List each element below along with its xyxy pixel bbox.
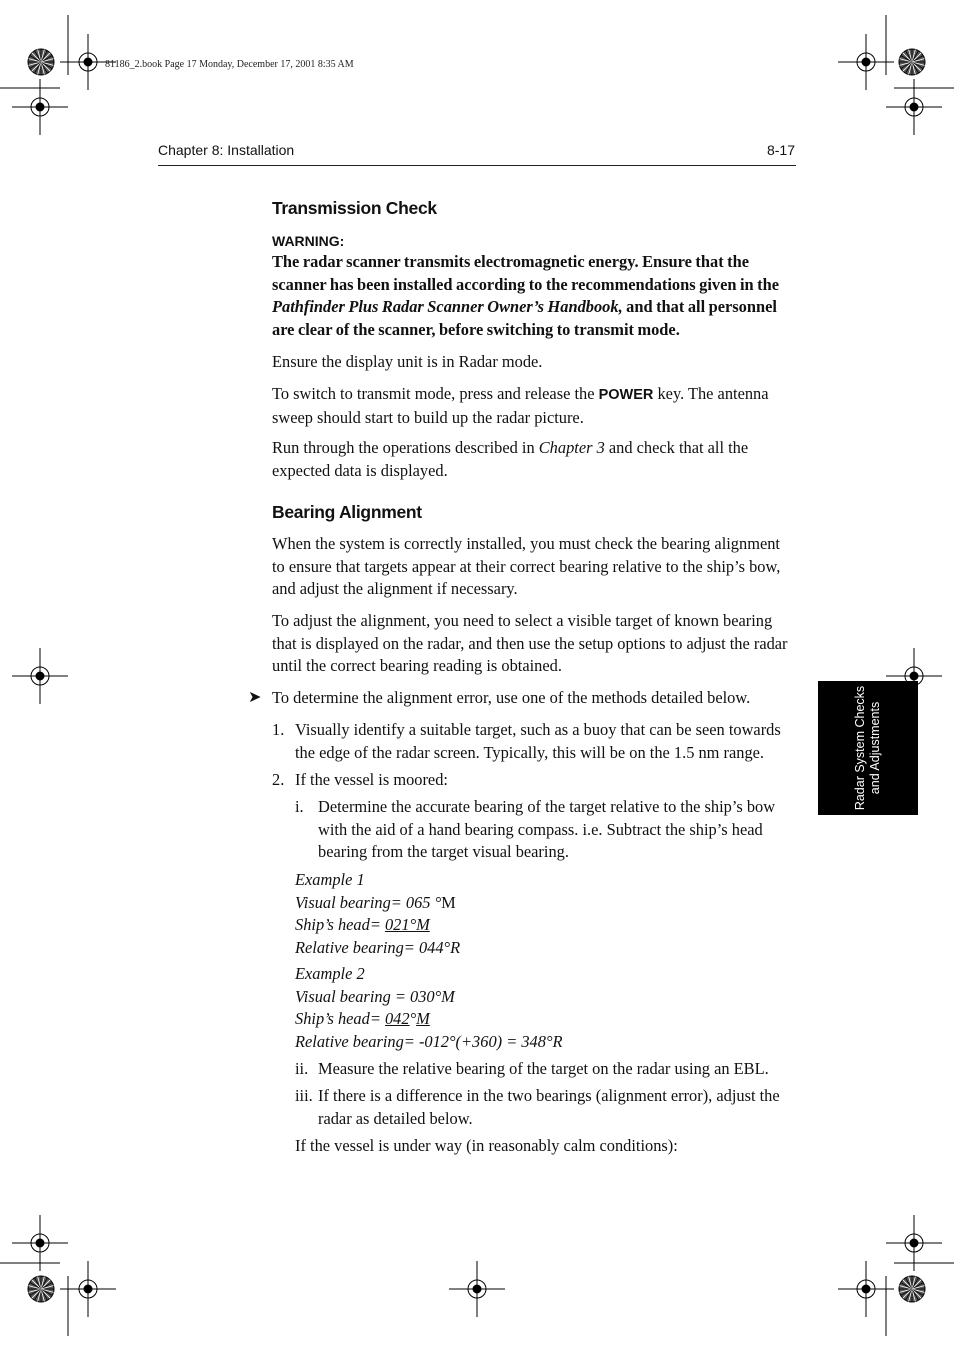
- running-header-chapter: Chapter 8: Installation: [158, 142, 295, 158]
- example-2: [295, 963, 775, 1053]
- procedure-arrow-icon: ➤: [248, 689, 262, 706]
- header-rule: [158, 165, 796, 166]
- procedure-intro: To determine the alignment error, use one of the methods detailed below.: [272, 688, 751, 707]
- sublist-item-ii: Measure the relative bearing of the target on the radar using an EBL.: [318, 1059, 769, 1078]
- paragraph-operations: Run through the operations described in Chapter 3 and check that all the expected data is displayed.: [272, 438, 749, 480]
- paragraph-adjust: To adjust the alignment, you need to select a visible target of known bearing that is displayed on the radar, and then use the setup options to adjust the radar until the correct bearing reading is obtained.: [272, 611, 788, 675]
- sublist-item-i: Determine the accurate bearing of the target relative to the ship’s bow with the aid of a hand bearing compass. i.e. Subtract the ship’s head bearing from the target visual bearing.: [318, 797, 776, 861]
- section-title-transmission: Transmission Check: [272, 198, 437, 218]
- example-2-visual-bearing: Visual bearing = 030°M: [295, 986, 455, 1006]
- warning-label: WARNING:: [272, 233, 345, 249]
- paragraph-bearing-intro: When the system is correctly installed, you must check the bearing alignment to ensure that targets appear at their correct bearing relative to the ship’s bow, and adjust the alignment if necessary.: [272, 534, 781, 598]
- registration-wheel: [28, 49, 54, 75]
- example-2-ships-head: Ship’s head= 042°M: [295, 1009, 430, 1028]
- warning-text: The radar scanner transmits electromagnetic energy. Ensure that the scanner has been installed according to the recommendations given in the Pathfinder Plus Radar Scanner Owner’s Handbook, and that all personnel are clear of the scanner, before switching to transmit mode.: [272, 252, 779, 339]
- example-1-relative-bearing: Relative bearing= 044°R: [295, 937, 461, 957]
- paragraph-transmit: To switch to transmit mode, press and release the POWER key. The antenna sweep should start to build up the radar picture.: [272, 384, 769, 427]
- side-tab-line1: Radar System Checks: [853, 685, 867, 811]
- sublist-number-i: i.: [295, 797, 304, 816]
- section-title-bearing: Bearing Alignment: [272, 502, 422, 522]
- power-key-label: POWER: [598, 387, 654, 403]
- paragraph-radar-mode: Ensure the display unit is in Radar mode.: [272, 352, 543, 371]
- crosshair-mark: [12, 648, 68, 704]
- chapter-reference: Chapter 3: [538, 438, 605, 457]
- registration-wheel: [28, 1276, 54, 1302]
- list-number-1: 1.: [272, 720, 285, 739]
- paragraph-underway: If the vessel is under way (in reasonably calm conditions):: [295, 1136, 678, 1155]
- sublist-number-iii: iii.: [295, 1086, 313, 1105]
- example-2-relative-bearing: Relative bearing= -012°(+360) = 348°R: [295, 1031, 563, 1051]
- page-number: 8-17: [766, 142, 795, 158]
- print-slug: 81186_2.book Page 17 Monday, December 17, 2001 8:35 AM: [105, 59, 354, 70]
- list-number-2: 2.: [272, 770, 285, 789]
- example-1-visual-bearing: Visual bearing= 065 °M: [295, 892, 456, 912]
- crosshair-mark: [449, 1261, 505, 1317]
- sublist-item-iii: If there is a difference in the two bearings (alignment error), adjust the radar as detailed below.: [318, 1086, 780, 1128]
- side-tab: [818, 681, 918, 815]
- side-tab-line2: and Adjustments: [868, 701, 882, 795]
- list-item-2: If the vessel is moored:: [295, 770, 448, 789]
- crosshair-mark: [12, 79, 68, 135]
- example-1-title: Example 1: [295, 870, 365, 889]
- sublist-number-ii: ii.: [295, 1059, 309, 1078]
- list-item-1: Visually identify a suitable target, such as a buoy that can be seen towards the edge of the radar screen. Typically, this will be on the 1.5 nm range.: [295, 720, 781, 762]
- example-1-ships-head: Ship’s head= 021°M: [295, 915, 430, 934]
- crosshair-mark: [886, 79, 942, 135]
- registration-wheel: [899, 1276, 925, 1302]
- example-2-title: Example 2: [295, 964, 365, 983]
- registration-wheel: [899, 49, 925, 75]
- handbook-title: Pathfinder Plus Radar Scanner Owner’s Handbook,: [272, 297, 623, 316]
- example-1: [295, 869, 775, 959]
